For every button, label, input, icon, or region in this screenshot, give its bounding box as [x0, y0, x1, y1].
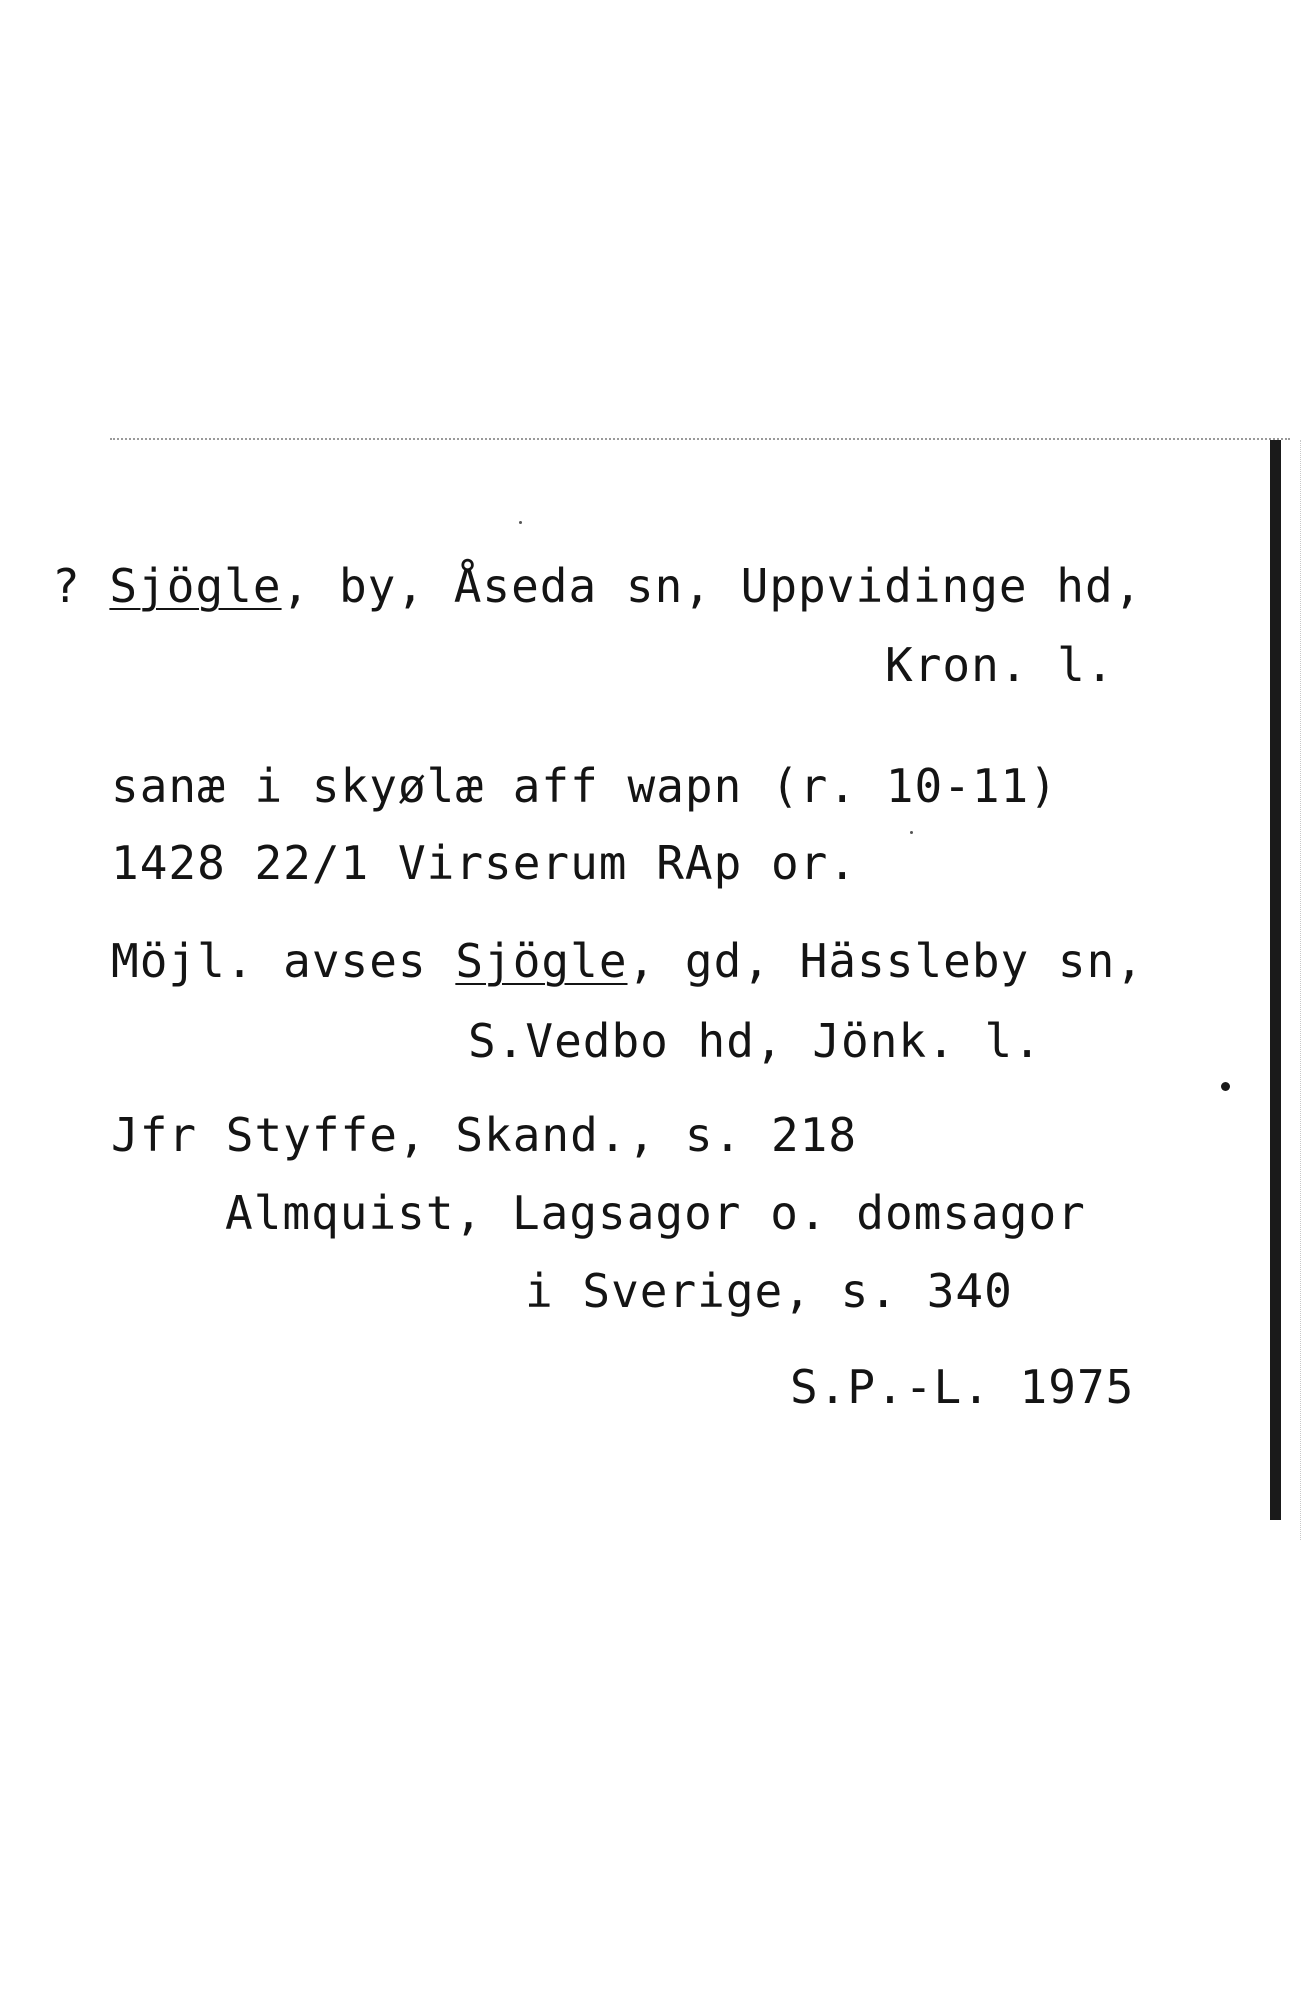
alt-place-name-underlined: Sjögle	[455, 934, 628, 988]
entry-heading-line	[52, 559, 1143, 613]
citation-line: sanæ i skyølæ aff wapn (r. 10-11)	[111, 759, 1058, 813]
entry-heading-rest: , by, Åseda sn, Uppvidinge hd,	[281, 559, 1143, 613]
alt-county-line: S.Vedbo hd, Jönk. l.	[468, 1014, 1042, 1068]
reference-line-1: Almquist, Lagsagor o. domsagor	[225, 1186, 1086, 1240]
ink-spot	[1221, 1082, 1230, 1091]
author-signature: S.P.-L. 1975	[790, 1360, 1135, 1414]
ink-speck-2	[910, 831, 913, 834]
card-top-edge	[110, 438, 1290, 440]
reference-line-2: i Sverige, s. 340	[525, 1264, 1013, 1318]
source-date-line: 1428 22/1 Virserum RAp or.	[111, 836, 858, 890]
card-right-edge	[1270, 440, 1281, 1520]
possible-reference-line	[111, 934, 1145, 988]
compare-line: Jfr Styffe, Skand., s. 218	[111, 1108, 858, 1162]
county-line: Kron. l.	[885, 638, 1115, 692]
possible-reference-rest: , gd, Hässleby sn,	[627, 934, 1145, 988]
ink-speck	[519, 521, 522, 524]
question-mark: ?	[52, 559, 110, 613]
possible-reference-prefix: Möjl. avses	[111, 934, 456, 988]
place-name-underlined: Sjögle	[109, 559, 282, 613]
card-edge-dots	[1300, 440, 1301, 1540]
